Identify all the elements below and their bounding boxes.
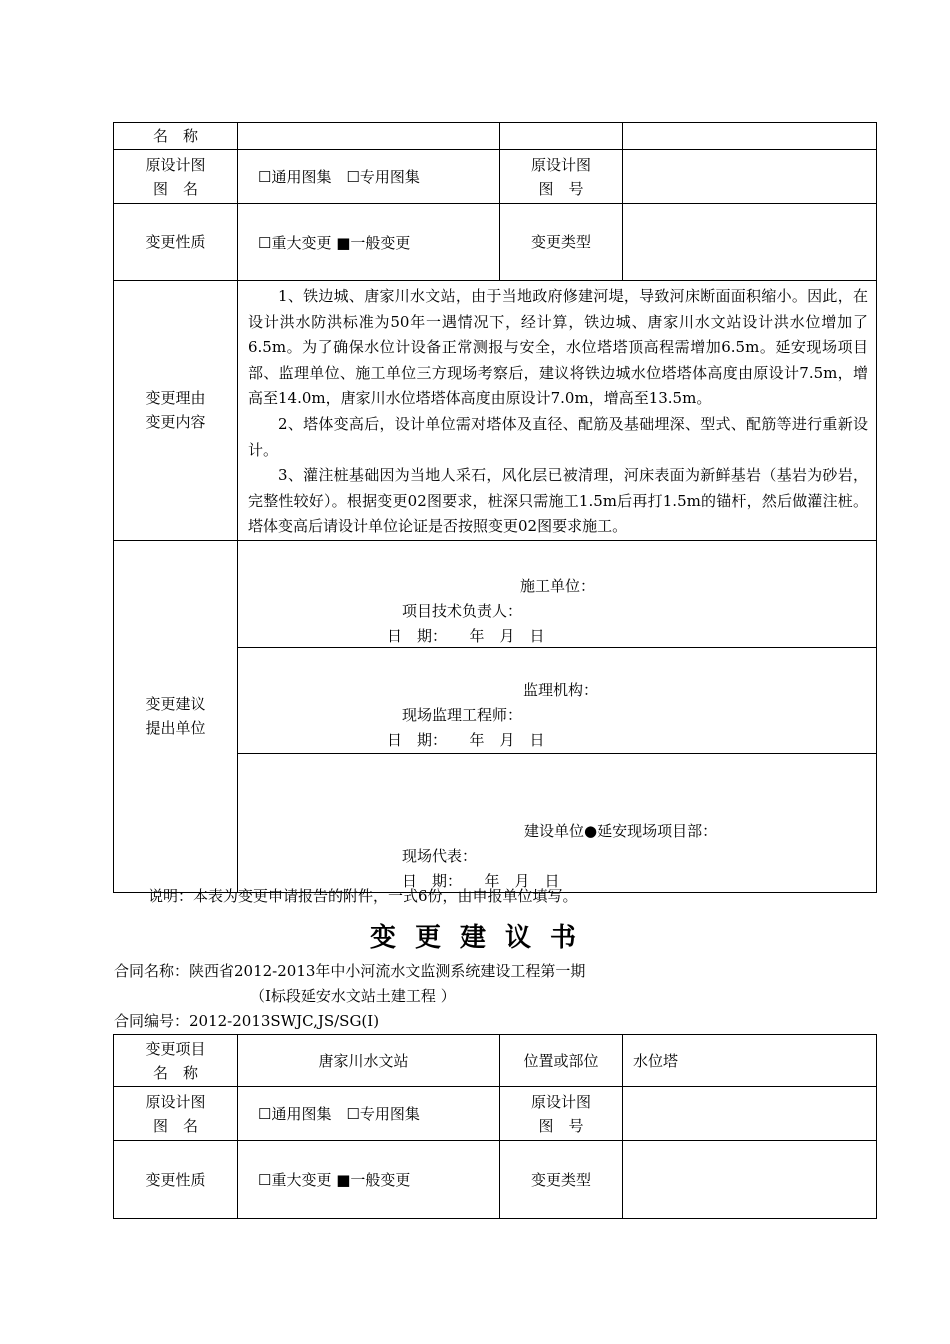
form-note: 说明：本表为变更申请报告的附件，一式6份，由申报单位填写。: [148, 887, 578, 905]
document-title: 变更建议书: [370, 923, 596, 953]
row-change-nature-2: [114, 1141, 877, 1219]
row-change-item: [114, 1035, 877, 1087]
change-nature-checkboxes: ☐重大变更 ■一般变更: [238, 204, 500, 281]
row-change-reason: [114, 281, 877, 541]
construction-unit-label: 施工单位：: [520, 576, 596, 595]
drawing-set-checkboxes: ☐通用图集 ☐专用图集: [238, 150, 500, 204]
change-type-label-2: 变更类型: [500, 1141, 623, 1219]
change-item-name-value: 唐家川水文站: [238, 1035, 500, 1087]
supervision-signature-block: [238, 647, 877, 753]
original-drawing-number-value-2: [623, 1087, 877, 1141]
location-value: 水位塔: [623, 1035, 877, 1087]
table-1-top-border: [113, 122, 876, 127]
supervision-unit-label: 监理机构：: [523, 680, 599, 699]
change-type-value-2: [623, 1141, 877, 1219]
proposer-label: 变更建议 提出单位: [114, 540, 238, 892]
row-original-drawing-2: [114, 1087, 877, 1141]
construction-signature-block: [238, 540, 877, 647]
owner-representative-label: 现场代表：: [402, 846, 478, 865]
reason-paragraph-3: 3、灌注桩基础因为当地人采石，风化层已被清理，河床表面为新鲜基岩（基岩为砂岩，完整性较好）。根据变更02图要求，桩深只需施工1.5m后再打1.5m的锚杆，然后做灌注桩。塔体变高后请设计单位论证是否按照变更02图要求施工。: [248, 466, 868, 536]
location-label: 位置或部位: [500, 1035, 623, 1087]
change-reason-content: [238, 281, 877, 541]
contract-name-continued: （I标段延安水文站土建工程 ）: [250, 987, 456, 1005]
reason-paragraph-1: 1、铁边城、唐家川水文站，由于当地政府修建河堤，导致河床断面面积缩小。因此，在设计洪水防洪标准为50年一遇情况下，经计算，铁边城、唐家川水文站设计洪水位增加了6.5m。为了确保水位计设备正常测报与安全，水位塔塔顶高程需增加6.5m。延安现场项目部、监理单位、施工单位三方现场考察后，建议将铁边城水位塔塔体高度由原设计7.5m，增高至14.0m，唐家川水位塔塔体高度由原设计7.0m，增高至13.5m。: [248, 287, 868, 408]
original-drawing-name-label-2: 原设计图 图 名: [114, 1087, 238, 1141]
change-item-name-label: 变更项目 名 称: [114, 1035, 238, 1087]
reason-paragraph-2: 2、塔体变高后，设计单位需对塔体及直径、配筋及基础埋深、型式、配筋等进行重新设计。: [248, 414, 868, 459]
row-change-nature: [114, 204, 877, 281]
change-nature-label-2: 变更性质: [114, 1141, 238, 1219]
original-drawing-number-value: [623, 150, 877, 204]
change-type-label: 变更类型: [500, 204, 623, 281]
construction-tech-lead-label: 项目技术负责人：: [402, 601, 523, 620]
change-form-table-2: [113, 1034, 877, 1219]
original-drawing-number-label-2: 原设计图 图 号: [500, 1087, 623, 1141]
change-reason-label: 变更理由 变更内容: [114, 281, 238, 541]
row-original-drawing: [114, 150, 877, 204]
contract-name: 合同名称：陕西省2012-2013年中小河流水文监测系统建设工程第一期: [114, 962, 586, 980]
original-drawing-number-label: 原设计图 图 号: [500, 150, 623, 204]
change-nature-checkboxes-2: ☐重大变更 ■一般变更: [238, 1141, 500, 1219]
construction-date-label: 日 期： 年 月 日: [387, 626, 545, 645]
name-label: 名 称: [114, 123, 238, 150]
drawing-set-checkboxes-2: ☐通用图集 ☐专用图集: [238, 1087, 500, 1141]
supervision-engineer-label: 现场监理工程师：: [402, 705, 523, 724]
contract-number: 合同编号：2012-2013SWJC,JS/SG(I): [114, 1012, 380, 1030]
row-proposer-construction: [114, 540, 877, 647]
owner-signature-block: [238, 753, 877, 892]
change-type-value: [623, 204, 877, 281]
owner-date-label: 日 期： 年 月 日: [402, 871, 560, 890]
original-drawing-name-label: 原设计图 图 名: [114, 150, 238, 204]
owner-unit-label: 建设单位●延安现场项目部：: [524, 821, 718, 840]
change-form-table-1: [113, 122, 877, 893]
supervision-date-label: 日 期： 年 月 日: [387, 730, 545, 749]
change-nature-label: 变更性质: [114, 204, 238, 281]
